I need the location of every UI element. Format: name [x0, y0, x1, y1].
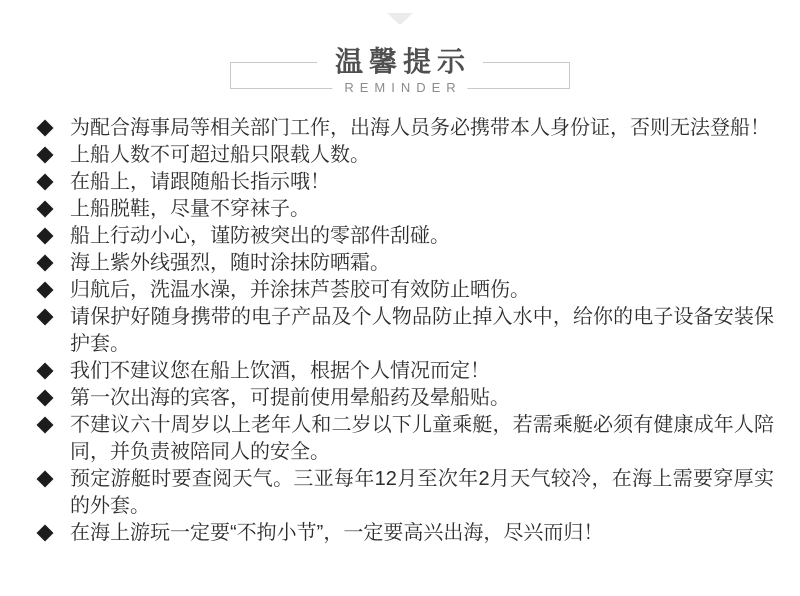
- list-item: [36, 223, 774, 250]
- tip-text: 为配合海事局等相关部门工作，出海人员务必携带本人身份证，否则无法登船！: [70, 117, 770, 139]
- tips-list: [36, 115, 774, 547]
- tip-text: 海上紫外线强烈，随时涂抹防晒霜。: [70, 252, 390, 274]
- list-item: [36, 169, 774, 196]
- tip-text: 不建议六十周岁以上老年人和二岁以下儿童乘艇，若需乘艇必须有健康成年人陪同，并负责被陪同人的安全。: [70, 414, 774, 463]
- reminder-notice-page: [0, 13, 800, 596]
- diamond-bullet-icon: [37, 120, 54, 137]
- diamond-bullet-icon: [37, 525, 54, 542]
- list-item: [36, 358, 774, 385]
- page-subtitle: REMINDER: [332, 80, 467, 96]
- diamond-bullet-icon: [37, 282, 54, 299]
- diamond-bullet-icon: [37, 471, 54, 488]
- list-item: [36, 385, 774, 412]
- list-item: [36, 115, 774, 142]
- page-title: 温馨提示: [317, 47, 483, 77]
- diamond-bullet-icon: [37, 309, 54, 326]
- list-item: [36, 277, 774, 304]
- diamond-bullet-icon: [37, 417, 54, 434]
- tip-text: 归航后，洗温水澡，并涂抹芦荟胶可有效防止晒伤。: [70, 279, 530, 301]
- tip-text: 在船上，请跟随船长指示哦！: [70, 171, 330, 193]
- tip-text: 请保护好随身携带的电子产品及个人物品防止掉入水中，给你的电子设备安装保护套。: [70, 306, 774, 355]
- diamond-bullet-icon: [37, 228, 54, 245]
- tip-text: 上船人数不可超过船只限载人数。: [70, 144, 370, 166]
- tip-text: 我们不建议您在船上饮酒，根据个人情况而定！: [70, 360, 490, 382]
- list-item: [36, 412, 774, 466]
- diamond-bullet-icon: [37, 147, 54, 164]
- tip-text: 上船脱鞋，尽量不穿袜子。: [70, 198, 310, 220]
- diamond-bullet-icon: [37, 390, 54, 407]
- tip-text: 预定游艇时要查阅天气。三亚每年12月至次年2月天气较冷，在海上需要穿厚实的外套。: [70, 468, 774, 517]
- tip-text: 在海上游玩一定要“不拘小节”，一定要高兴出海，尽兴而归！: [70, 522, 604, 544]
- diamond-bullet-icon: [37, 255, 54, 272]
- diamond-bullet-icon: [37, 174, 54, 191]
- header-frame: [230, 46, 570, 95]
- list-item: [36, 250, 774, 277]
- diamond-bullet-icon: [37, 201, 54, 218]
- list-item: [36, 520, 774, 547]
- down-triangle-icon: [387, 13, 413, 25]
- list-item: [36, 196, 774, 223]
- tip-text: 船上行动小心，谨防被突出的零部件刮碰。: [70, 225, 450, 247]
- list-item: [36, 466, 774, 520]
- list-item: [36, 304, 774, 358]
- tip-text: 第一次出海的宾客，可提前使用晕船药及晕船贴。: [70, 387, 510, 409]
- diamond-bullet-icon: [37, 363, 54, 380]
- list-item: [36, 142, 774, 169]
